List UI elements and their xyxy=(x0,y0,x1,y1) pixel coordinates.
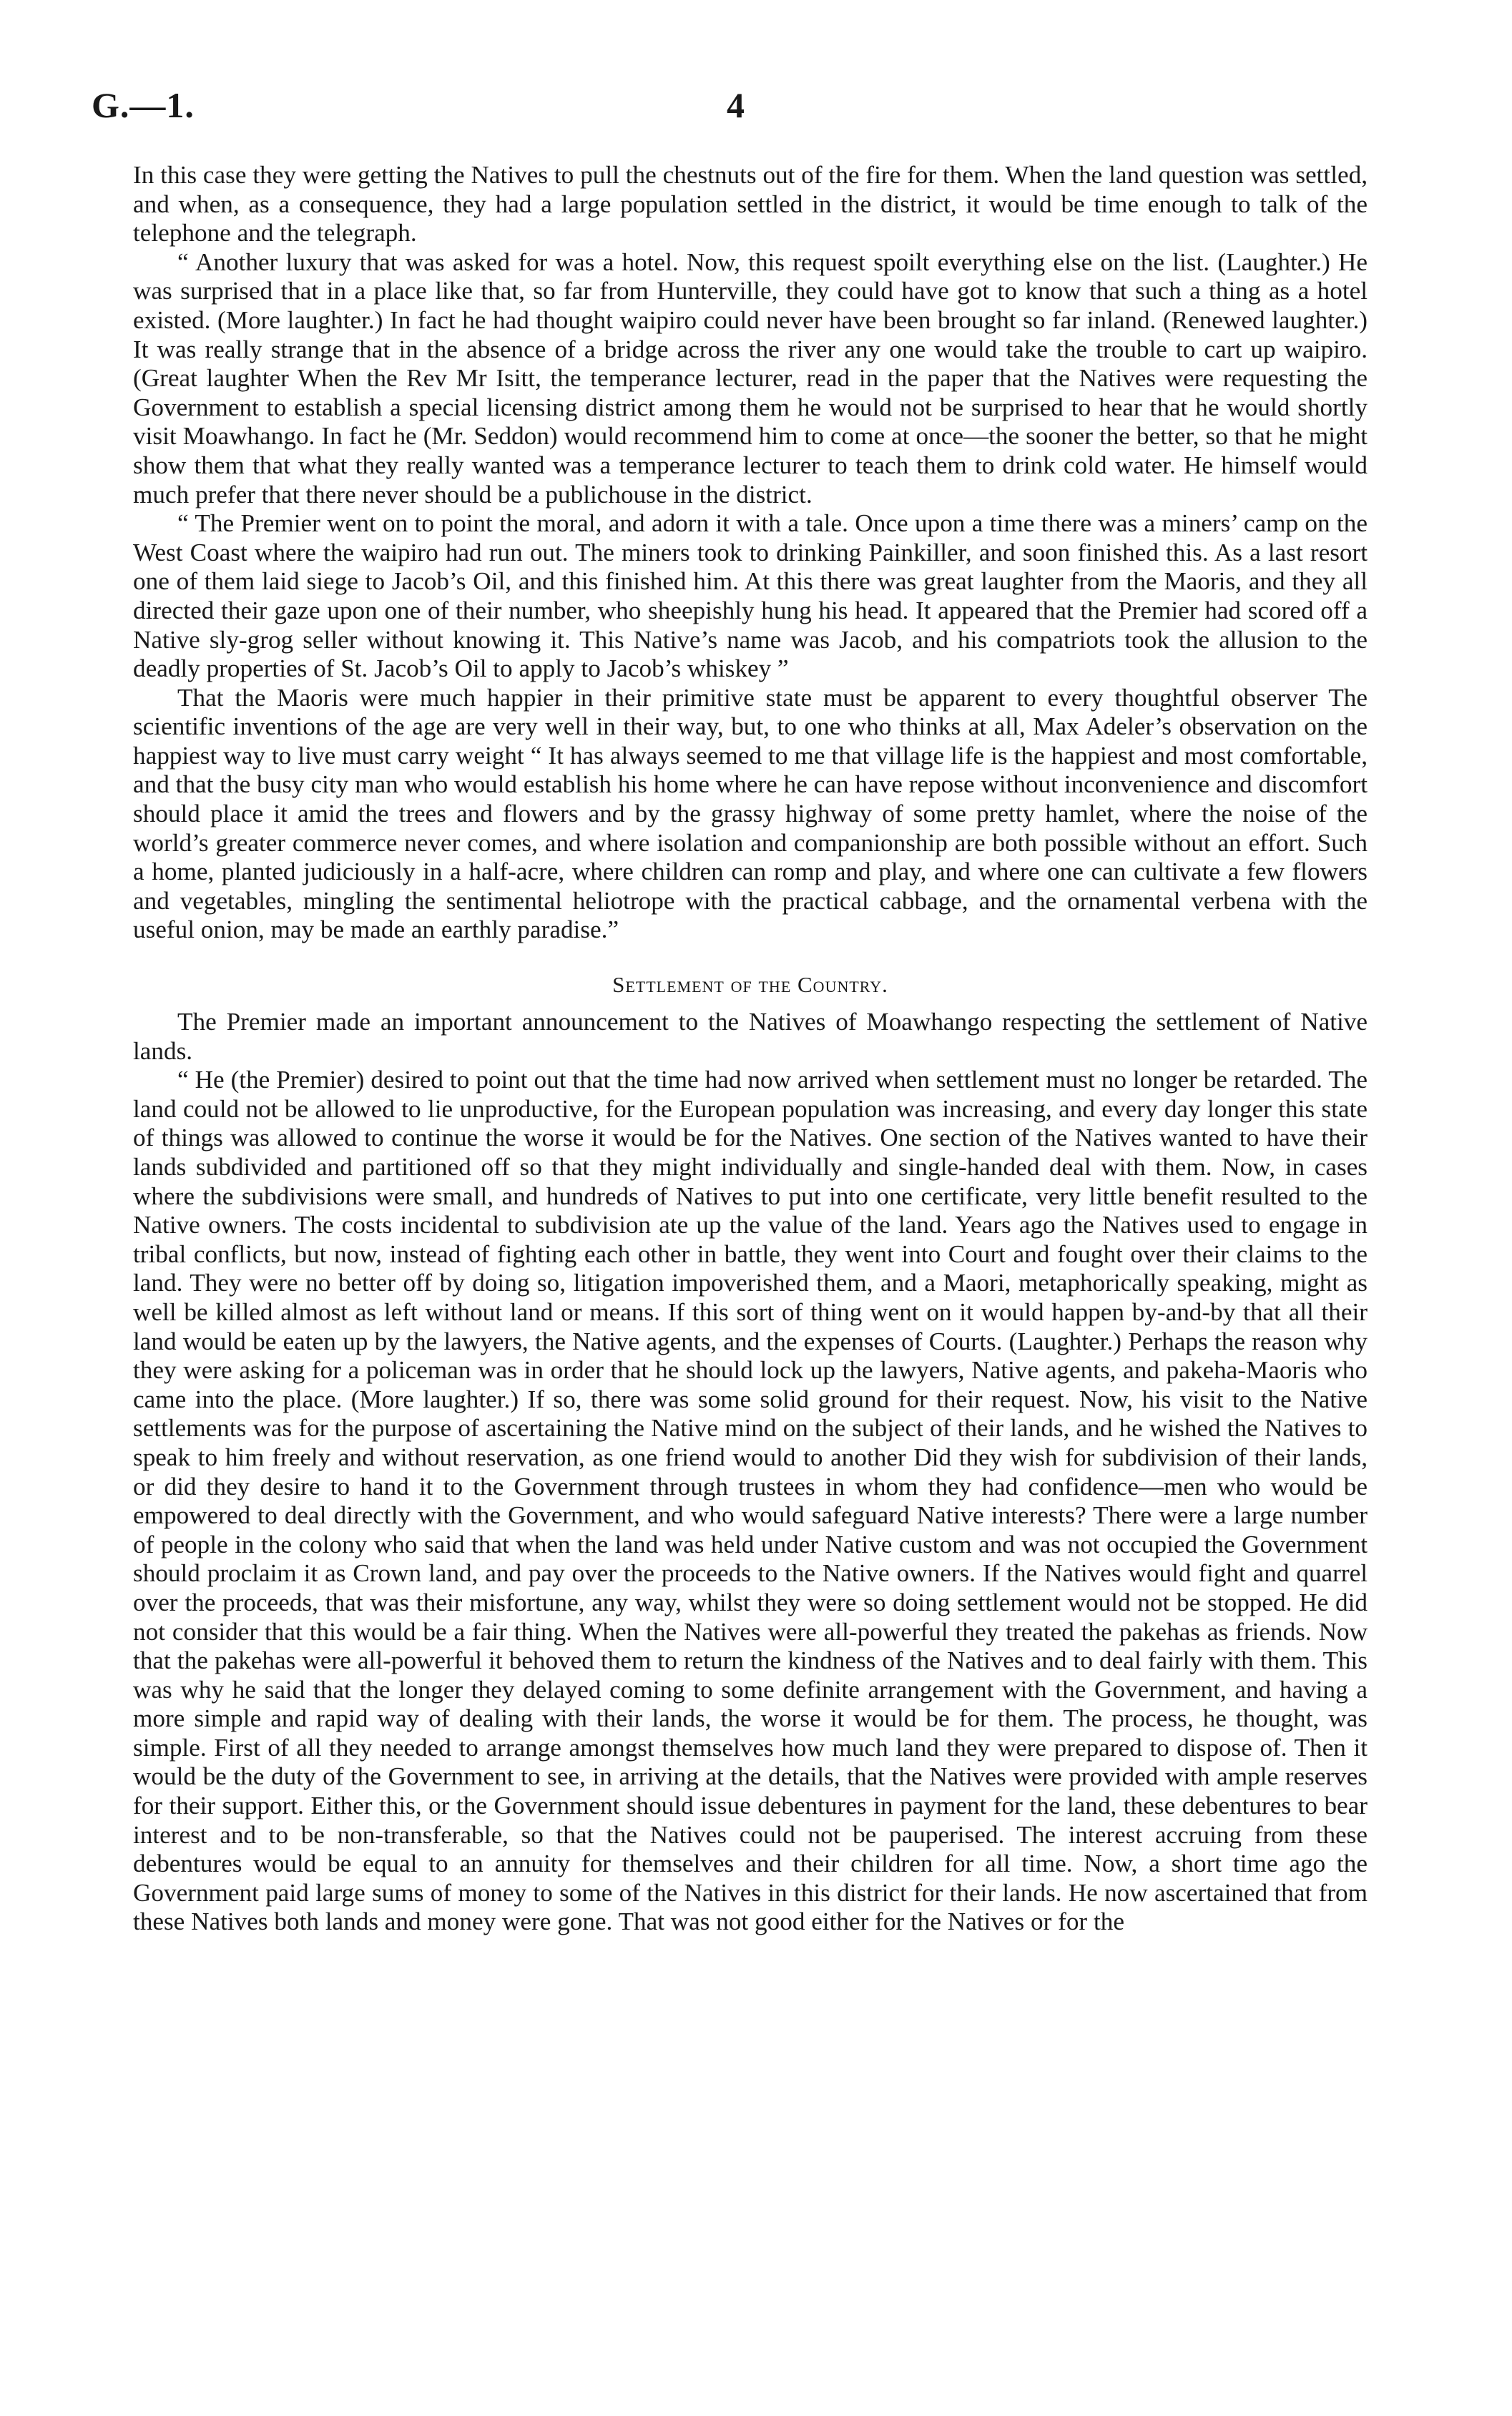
page-number: 4 xyxy=(727,85,745,125)
paragraph: “ He (the Premier) desired to point out that the time had now arrived when settlement must no longer be retarded. The land could not be allowed to lie unproductive, for the European population was increasing, and every day longer this state of things was allowed to continue the worse it would be for the Natives. One section of the Natives wanted to have their lands subdivided and partitioned off so that they might individually and single-handed deal with them. Now, in cases where the subdivisions were small, and hundreds of Natives to put into one certificate, very little benefit resulted to the Native owners. The costs incidental to subdivision ate up the value of the land. Years ago the Natives used to engage in tribal conflicts, but now, instead of fighting each other in battle, they went into Court and fought over their claims to the land. They were no better off by doing so, litigation impoverished them, and a Maori, metaphorically speaking, might as well be killed almost as left without land or means. If this sort of thing went on it would happen by-and-by that all their land would be eaten up by the lawyers, the Native agents, and the expenses of Courts. (Laughter.) Perhaps the reason why they were asking for a policeman was in order that he should lock up the lawyers, Native agents, and pakeha-Maoris who came into the place. (More laughter.) If so, there was some solid ground for their request. Now, his visit to the Native settlements was for the purpose of ascertaining the Native mind on the subject of their lands, and he wished the Natives to speak to him freely and without reservation, as one friend would to another Did they wish for subdivision of their lands, or did they desire to hand it to the Government through trustees in whom they had confidence—men who would be empowered to deal directly with the Government, and who would safeguard Native interests? There were a large number of people in the colony who said that when the land was held under Native custom and was not occupied the Government should proclaim it as Crown land, and pay over the proceeds to the Native owners. If the Natives would fight and quarrel over the proceeds, that was their misfortune, any way, whilst they were so doing settlement would not be stopped. He did not consider that this would be a fair thing. When the Natives were all-powerful they treated the pakehas as friends. Now that the pakehas were all-powerful it behoved them to return the kindness of the Natives and to deal fairly with them. This was why he said that the longer they delayed coming to some definite arrangement with the Government, and having a more simple and rapid way of dealing with their lands, the worse it would be for them. The process, he thought, was simple. First of all they needed to arrange amongst themselves how much land they were prepared to dispose of. Then it would be the duty of the Government to see, in arriving at the details, that the Natives were provided with ample reserves for their support. Either this, or the Government should issue debentures in payment for the land, these debentures to bear interest and to be non-transferable, so that the Natives could not be pauperised. The interest accruing from these debentures would be equal to an annuity for themselves and their children for all time. Now, a short time ago the Government paid large sums of money to some of the Natives in this district for their lands. He now ascertained that from these Natives both lands and money were gone. That was not good either for the Natives or for the xyxy=(133,1066,1368,1936)
paragraph: “ Another luxury that was asked for was a hotel. Now, this request spoilt everything else on the list. (Laughter.) He was surprised that in a place like that, so far from Hunterville, they could have got to know that such a thing as a hotel existed. (More laughter.) In fact he had thought waipiro could never have been brought so far inland. (Renewed laughter.) It was really strange that in the absence of a bridge across the river any one would take the trouble to cart up waipiro. (Great laughter When the Rev Mr Isitt, the temperance lecturer, read in the paper that the Natives were requesting the Government to establish a special licensing district among them he would not be surprised to hear that he would shortly visit Moawhango. In fact he (Mr. Seddon) would recommend him to come at once—the sooner the better, so that he might show them that what they really wanted was a temperance lecturer to teach them to drink cold water. He himself would much prefer that there never should be a publichouse in the district. xyxy=(133,247,1368,509)
paragraph: In this case they were getting the Natives to pull the chestnuts out of the fire for them. When the land question was settled, and when, as a consequence, they had a large population settled in the district, it would be time enough to talk of the telephone and the telegraph. xyxy=(133,161,1368,247)
section-heading: Settlement of the Country. xyxy=(612,972,888,998)
document-reference: G.—1. xyxy=(92,85,195,125)
paragraph: “ The Premier went on to point the moral, and adorn it with a tale. Once upon a time there was a miners’ camp on the West Coast where the waipiro had run out. The miners took to drinking Painkiller, and soon finished this. As a last resort one of them laid siege to Jacob’s Oil, and this finished him. At this there was great laughter from the Maoris, and they all directed their gaze upon one of their number, who sheepishly hung his head. It appeared that the Premier had scored off a Native sly-grog seller without knowing it. This Native’s name was Jacob, and his compatriots took the allusion to the deadly properties of St. Jacob’s Oil to apply to Jacob’s whiskey ” xyxy=(133,509,1368,683)
body-text xyxy=(133,161,1368,1937)
paragraph: The Premier made an important announcement to the Natives of Moawhango respecting the settlement of Native lands. xyxy=(133,1008,1368,1065)
page-header xyxy=(92,84,1420,142)
paragraph: That the Maoris were much happier in their primitive state must be apparent to every thoughtful observer The scientific inventions of the age are very well in their way, but, to one who thinks at all, Max Adeler’s observation on the happiest way to live must carry weight “ It has always seemed to me that village life is the happiest and most comfortable, and that the busy city man who would establish his home where he can have repose without inconvenience and discomfort should place it amid the trees and flowers and by the grassy highway of some pretty hamlet, where the noise of the world’s greater commerce never comes, and where isolation and companionship are both possible without an effort. Such a home, planted judiciously in a half-acre, where children can romp and play, and where one can cultivate a few flowers and vegetables, mingling the sentimental heliotrope with the practical cabbage, and the ornamental verbena with the useful onion, may be made an earthly paradise.” xyxy=(133,683,1368,944)
